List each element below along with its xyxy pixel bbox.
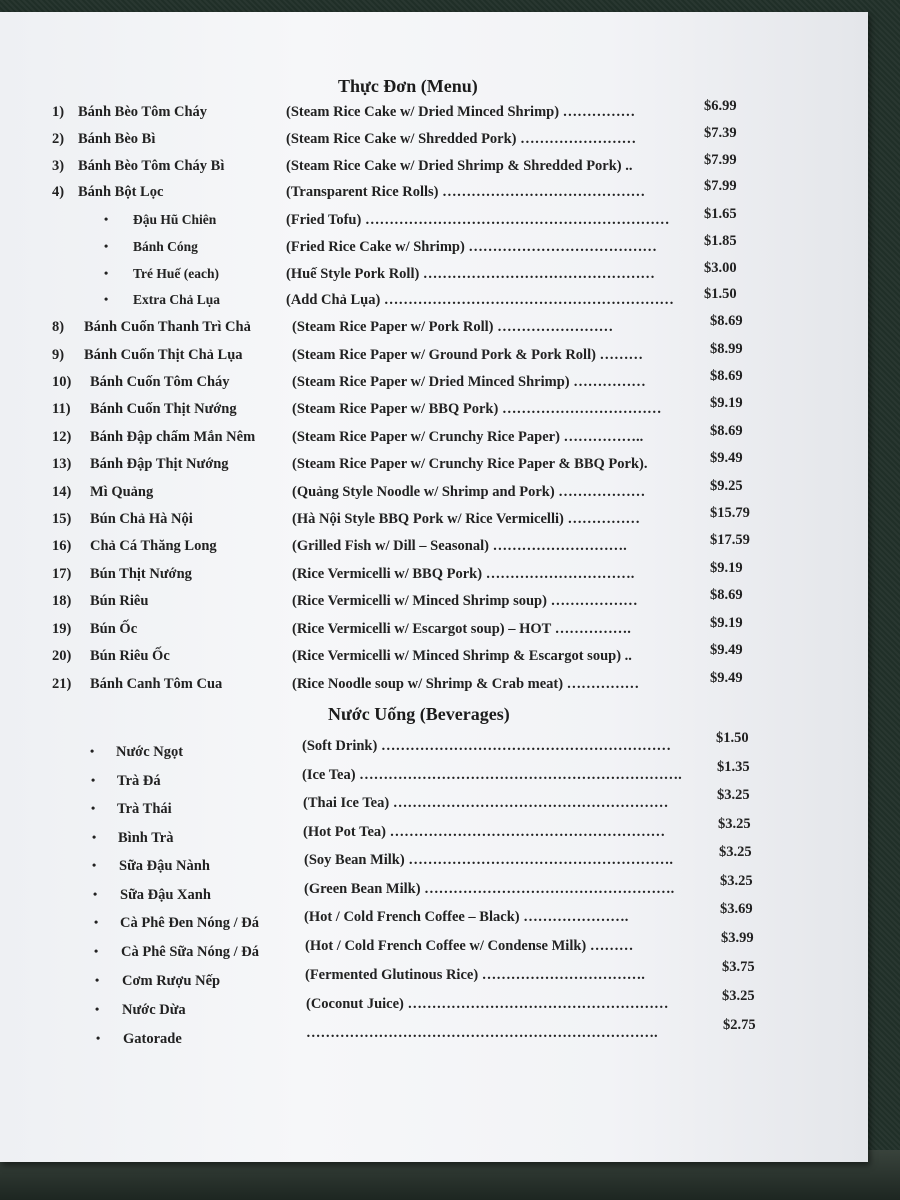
item-name-vietnamese: Bánh Cóng bbox=[133, 239, 198, 254]
item-name-vietnamese: Bánh Cuốn Thịt Nướng bbox=[90, 401, 237, 417]
beverage-name-vietnamese: Sữa Đậu Nành bbox=[119, 858, 210, 874]
beverages-title: Nước Uống (Beverages) bbox=[328, 704, 510, 724]
menu-item-row bbox=[0, 615, 868, 643]
item-price: $1.85 bbox=[704, 233, 737, 249]
item-number: 19) bbox=[52, 621, 72, 637]
beverage-description: (Coconut Juice) ……………………………………………… bbox=[306, 996, 669, 1012]
item-price: $8.69 bbox=[710, 423, 743, 439]
item-name-vietnamese: Bánh Cuốn Tôm Cháy bbox=[90, 374, 230, 390]
menu-item-row bbox=[0, 532, 868, 560]
item-price: $7.99 bbox=[704, 178, 737, 194]
item-name-vietnamese: Đậu Hũ Chiên bbox=[133, 212, 217, 227]
item-number: 15) bbox=[52, 511, 72, 527]
item-name-vietnamese: Bún Thịt Nướng bbox=[90, 566, 192, 582]
beverage-name-vietnamese: Cà Phê Đen Nóng / Đá bbox=[120, 915, 259, 931]
beverage-description: (Ice Tea) …………………………………………………………. bbox=[302, 767, 682, 783]
bullet-icon: • bbox=[93, 887, 98, 901]
bullet-icon: • bbox=[104, 212, 109, 226]
beverage-description: (Hot / Cold French Coffee – Black) …………………. bbox=[304, 909, 629, 925]
menu-item-row bbox=[0, 313, 868, 341]
item-description: (Steam Rice Cake w/ Dried Shrimp & Shredded Pork) .. bbox=[286, 158, 633, 174]
bullet-icon: • bbox=[90, 744, 95, 758]
bullet-icon: • bbox=[92, 830, 97, 844]
menu-item-row bbox=[0, 368, 868, 396]
bullet-icon: • bbox=[91, 773, 96, 787]
item-name-vietnamese: Bún Riêu Ốc bbox=[90, 648, 170, 664]
item-name-vietnamese: Bánh Bèo Tôm Cháy Bì bbox=[78, 158, 225, 174]
beverage-name-vietnamese: Trà Đá bbox=[117, 773, 161, 789]
item-name-vietnamese: Bún Riêu bbox=[90, 593, 149, 609]
item-name-vietnamese: Chả Cá Thăng Long bbox=[90, 538, 217, 554]
item-description: (Steam Rice Paper w/ BBQ Pork) …………………………… bbox=[292, 401, 662, 417]
item-price: $1.50 bbox=[704, 286, 737, 302]
menu-item-row bbox=[0, 286, 868, 314]
item-number: 10) bbox=[52, 374, 72, 390]
item-description: (Steam Rice Paper w/ Dried Minced Shrimp) …………… bbox=[292, 374, 646, 390]
bullet-icon: • bbox=[92, 858, 97, 872]
beverage-description: (Hot Pot Tea) ………………………………………………… bbox=[303, 824, 666, 840]
item-description: (Rice Noodle soup w/ Shrimp & Crab meat) …………… bbox=[292, 676, 640, 692]
beverage-description: (Soft Drink) …………………………………………………… bbox=[302, 738, 671, 754]
beverage-name-vietnamese: Trà Thái bbox=[117, 801, 172, 817]
menu-item-row bbox=[0, 233, 868, 261]
item-description: (Steam Rice Cake w/ Shredded Pork) …………………… bbox=[286, 131, 637, 147]
item-price: $8.69 bbox=[710, 313, 743, 329]
item-price: $7.99 bbox=[704, 152, 737, 168]
item-price: $9.25 bbox=[710, 478, 743, 494]
item-number: 1) bbox=[52, 104, 65, 120]
beverage-price: $3.69 bbox=[720, 901, 753, 917]
item-description: (Rice Vermicelli w/ Minced Shrimp soup) ……………… bbox=[292, 593, 638, 609]
beverage-description: (Fermented Glutinous Rice) ……………………………. bbox=[305, 967, 645, 983]
item-number: 16) bbox=[52, 538, 72, 554]
item-description: (Hà Nội Style BBQ Pork w/ Rice Vermicelli) …………… bbox=[292, 511, 640, 527]
item-number: 20) bbox=[52, 648, 72, 664]
item-description: (Grilled Fish w/ Dill – Seasonal) ………………………. bbox=[292, 538, 627, 554]
item-description: (Huế Style Pork Roll) ………………………………………… bbox=[286, 266, 655, 282]
item-description: (Rice Vermicelli w/ Minced Shrimp & Escargot soup) .. bbox=[292, 648, 632, 664]
bullet-icon: • bbox=[94, 944, 99, 958]
beverage-price: $3.25 bbox=[722, 988, 755, 1004]
item-number: 21) bbox=[52, 676, 72, 692]
beverage-name-vietnamese: Bình Trà bbox=[118, 830, 174, 846]
item-name-vietnamese: Bún Chả Hà Nội bbox=[90, 511, 193, 527]
item-price: $9.19 bbox=[710, 560, 743, 576]
menu-item-row bbox=[0, 670, 868, 698]
menu-item-row bbox=[0, 260, 868, 288]
item-name-vietnamese: Bánh Đập Thịt Nướng bbox=[90, 456, 229, 472]
item-price: $9.19 bbox=[710, 615, 743, 631]
item-description: (Steam Rice Paper w/ Pork Roll) …………………… bbox=[292, 319, 614, 335]
item-description: (Steam Rice Paper w/ Ground Pork & Pork Roll) ……… bbox=[292, 347, 644, 363]
beverage-price: $2.75 bbox=[723, 1017, 756, 1033]
item-name-vietnamese: Bánh Cuốn Thanh Trì Chả bbox=[84, 319, 251, 335]
beverage-price: $3.75 bbox=[722, 959, 755, 975]
bullet-icon: • bbox=[91, 801, 96, 815]
beverage-name-vietnamese: Cơm Rượu Nếp bbox=[122, 973, 221, 989]
beverage-name-vietnamese: Nước Ngọt bbox=[116, 744, 184, 760]
beverage-name-vietnamese: Cà Phê Sữa Nóng / Đá bbox=[121, 944, 260, 960]
beverage-price: $3.25 bbox=[717, 787, 750, 803]
menu-item-row bbox=[0, 505, 868, 533]
item-price: $1.65 bbox=[704, 206, 737, 222]
beverage-price: $3.99 bbox=[721, 930, 754, 946]
item-price: $9.19 bbox=[710, 395, 743, 411]
item-price: $7.39 bbox=[704, 125, 737, 141]
item-price: $9.49 bbox=[710, 670, 743, 686]
menu-item-row bbox=[0, 423, 868, 451]
item-number: 11) bbox=[52, 401, 71, 417]
menu-item-row bbox=[0, 178, 868, 206]
menu-item-row bbox=[0, 206, 868, 234]
item-price: $3.00 bbox=[704, 260, 737, 276]
menu-item-row bbox=[0, 125, 868, 153]
beverage-price: $3.25 bbox=[719, 844, 752, 860]
menu-page bbox=[0, 12, 868, 1162]
beverage-price: $3.25 bbox=[718, 816, 751, 832]
bullet-icon: • bbox=[104, 239, 109, 253]
item-name-vietnamese: Bánh Bột Lọc bbox=[78, 184, 164, 200]
item-description: (Add Chả Lụa) …………………………………………………… bbox=[286, 292, 674, 308]
item-description: (Fried Tofu) ……………………………………………………… bbox=[286, 212, 670, 228]
item-description: (Rice Vermicelli w/ Escargot soup) – HOT ……………. bbox=[292, 621, 631, 637]
item-name-vietnamese: Bánh Cuốn Thịt Chả Lụa bbox=[84, 347, 243, 363]
beverage-name-vietnamese: Gatorade bbox=[123, 1031, 182, 1047]
item-number: 4) bbox=[52, 184, 65, 200]
item-description: (Steam Rice Paper w/ Crunchy Rice Paper) …………….. bbox=[292, 429, 644, 445]
item-number: 14) bbox=[52, 484, 72, 500]
item-description: (Rice Vermicelli w/ BBQ Pork) …………………………. bbox=[292, 566, 635, 582]
item-price: $8.99 bbox=[710, 341, 743, 357]
beverage-description: ………………………………………………………………. bbox=[306, 1025, 658, 1041]
bullet-icon: • bbox=[104, 292, 109, 306]
item-name-vietnamese: Mì Quảng bbox=[90, 484, 154, 500]
item-name-vietnamese: Tré Huế (each) bbox=[133, 266, 219, 281]
beverage-price: $1.50 bbox=[716, 730, 749, 746]
item-name-vietnamese: Bánh Canh Tôm Cua bbox=[90, 676, 223, 692]
item-number: 18) bbox=[52, 593, 72, 609]
item-price: $8.69 bbox=[710, 587, 743, 603]
menu-item-row bbox=[0, 341, 868, 369]
menu-item-row bbox=[0, 560, 868, 588]
item-name-vietnamese: Bánh Bèo Bì bbox=[78, 131, 156, 147]
item-name-vietnamese: Bún Ốc bbox=[90, 621, 138, 637]
beverage-description: (Green Bean Milk) ……………………………………………. bbox=[304, 881, 675, 897]
beverage-price: $1.35 bbox=[717, 759, 750, 775]
beverage-name-vietnamese: Nước Dừa bbox=[122, 1002, 186, 1018]
bullet-icon: • bbox=[104, 266, 109, 280]
item-description: (Steam Rice Cake w/ Dried Minced Shrimp) …………… bbox=[286, 104, 636, 120]
item-number: 8) bbox=[52, 319, 65, 335]
item-price: $17.59 bbox=[710, 532, 750, 548]
beverage-description: (Soy Bean Milk) ………………………………………………. bbox=[304, 852, 673, 868]
item-price: $9.49 bbox=[710, 642, 743, 658]
beverage-description: (Hot / Cold French Coffee w/ Condense Milk) ……… bbox=[305, 938, 634, 954]
bullet-icon: • bbox=[94, 915, 99, 929]
menu-item-row bbox=[0, 478, 868, 506]
item-description: (Steam Rice Paper w/ Crunchy Rice Paper & BBQ Pork). bbox=[292, 456, 648, 472]
item-price: $15.79 bbox=[710, 505, 750, 521]
menu-item-row bbox=[0, 395, 868, 423]
menu-item-row bbox=[0, 642, 868, 670]
item-price: $8.69 bbox=[710, 368, 743, 384]
beverage-name-vietnamese: Sữa Đậu Xanh bbox=[120, 887, 211, 903]
item-number: 17) bbox=[52, 566, 72, 582]
item-name-vietnamese: Extra Chả Lụa bbox=[133, 292, 221, 307]
item-number: 3) bbox=[52, 158, 65, 174]
item-description: (Fried Rice Cake w/ Shrimp) ………………………………… bbox=[286, 239, 657, 255]
menu-item-row bbox=[0, 98, 868, 126]
bullet-icon: • bbox=[95, 973, 100, 987]
item-name-vietnamese: Bánh Đập chấm Mắn Nêm bbox=[90, 429, 256, 445]
bullet-icon: • bbox=[96, 1031, 101, 1045]
bullet-icon: • bbox=[95, 1002, 100, 1016]
item-number: 13) bbox=[52, 456, 72, 472]
item-description: (Transparent Rice Rolls) …………………………………… bbox=[286, 184, 646, 200]
item-description: (Quảng Style Noodle w/ Shrimp and Pork) ……………… bbox=[292, 484, 646, 500]
menu-title: Thực Đơn (Menu) bbox=[338, 76, 478, 96]
beverage-description: (Thai Ice Tea) ………………………………………………… bbox=[303, 795, 669, 811]
beverage-price: $3.25 bbox=[720, 873, 753, 889]
item-number: 9) bbox=[52, 347, 65, 363]
beverage-item-row bbox=[0, 1017, 868, 1053]
menu-item-row bbox=[0, 152, 868, 180]
menu-item-row bbox=[0, 450, 868, 478]
item-name-vietnamese: Bánh Bèo Tôm Cháy bbox=[78, 104, 208, 120]
item-price: $9.49 bbox=[710, 450, 743, 466]
item-number: 2) bbox=[52, 131, 65, 147]
item-price: $6.99 bbox=[704, 98, 737, 114]
item-number: 12) bbox=[52, 429, 72, 445]
menu-item-row bbox=[0, 587, 868, 615]
